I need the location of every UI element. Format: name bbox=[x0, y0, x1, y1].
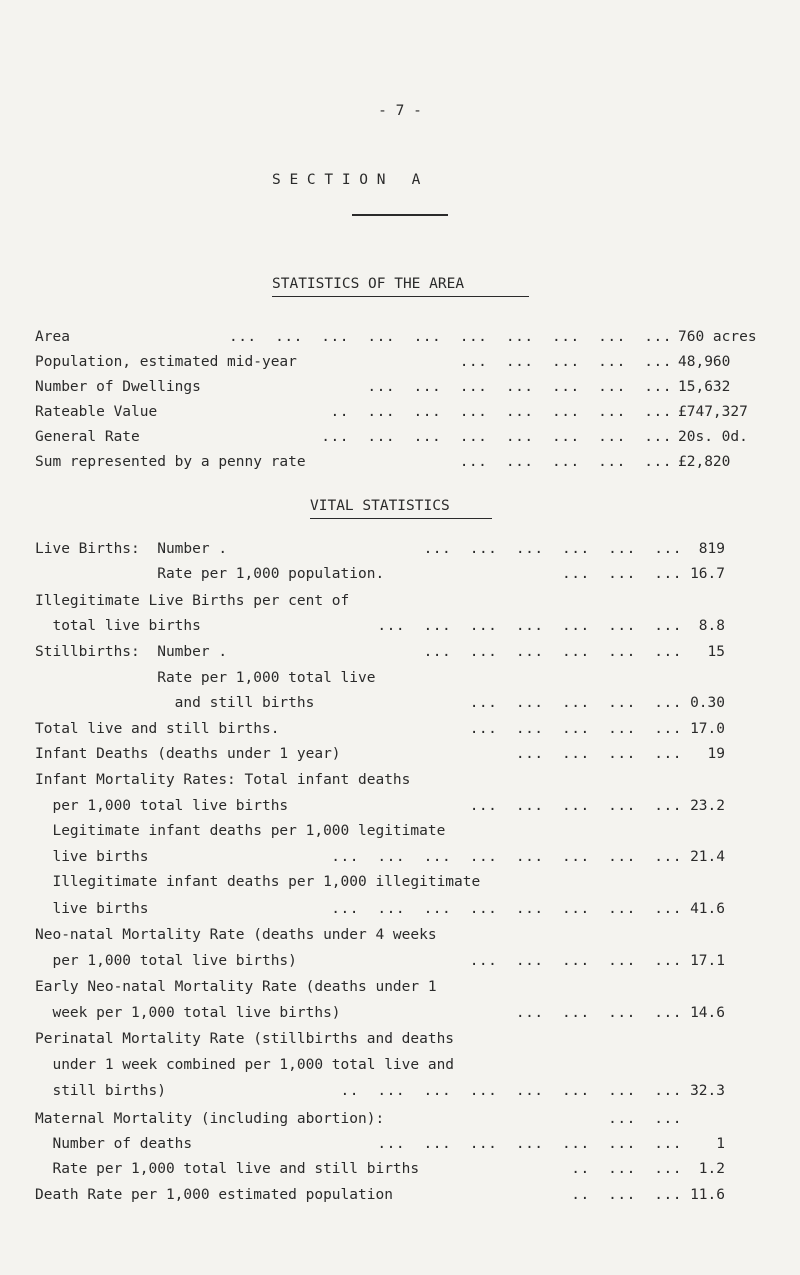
stat-value: 15 bbox=[707, 644, 725, 660]
leader-dots: ... ... ... ... ... ... ... ... bbox=[331, 901, 682, 917]
stat-value: 8.8 bbox=[698, 618, 725, 634]
stat-label: Neo-natal Mortality Rate (deaths under 4 weeks bbox=[35, 927, 437, 943]
stat-label: Early Neo-natal Mortality Rate (deaths under 1 bbox=[35, 979, 437, 995]
stat-label: live births bbox=[35, 901, 149, 917]
leader-dots: ... ... ... ... ... bbox=[469, 798, 682, 814]
leader-dots: ... ... ... ... ... ... bbox=[423, 644, 682, 660]
stat-label: Total live and still births. bbox=[35, 721, 280, 737]
stat-label: and still births bbox=[35, 695, 315, 711]
leader-dots: ... ... ... ... bbox=[515, 1005, 682, 1021]
page-number: - 7 - bbox=[378, 103, 422, 119]
stat-value: 0.30 bbox=[690, 695, 725, 711]
stat-label: Rate per 1,000 population. bbox=[35, 566, 385, 582]
stat-value: 32.3 bbox=[690, 1083, 725, 1099]
leader-dots: .. ... ... ... ... ... ... ... bbox=[340, 1083, 682, 1099]
statistics-heading: STATISTICS OF THE AREA bbox=[272, 276, 465, 292]
leader-dots: ... ... ... ... ... ... ... bbox=[377, 618, 682, 634]
vital-heading-underline bbox=[310, 518, 492, 519]
stat-label: Rate per 1,000 total live bbox=[35, 670, 376, 686]
leader-dots: ... ... ... ... ... bbox=[469, 953, 682, 969]
stat-label: Area bbox=[35, 329, 70, 345]
stat-label: Number of Dwellings bbox=[35, 379, 201, 395]
stat-label: Death Rate per 1,000 estimated population bbox=[35, 1187, 393, 1203]
leader-dots: ... ... ... ... ... bbox=[469, 695, 682, 711]
leader-dots: ... ... bbox=[608, 1111, 682, 1127]
stat-value: 11.6 bbox=[690, 1187, 725, 1203]
stat-value: 21.4 bbox=[690, 849, 725, 865]
stat-value: 23.2 bbox=[690, 798, 725, 814]
stat-label: Infant Mortality Rates: Total infant deaths bbox=[35, 772, 411, 788]
leader-dots: .. ... ... ... ... ... ... ... bbox=[330, 404, 672, 420]
stat-value: 15,632 bbox=[678, 379, 731, 395]
stat-value: 1 bbox=[716, 1136, 725, 1152]
stat-label: Stillbirths: Number . bbox=[35, 644, 228, 660]
leader-dots: ... ... ... ... ... bbox=[459, 354, 672, 370]
leader-dots: ... ... ... ... ... ... ... ... bbox=[331, 849, 682, 865]
stat-label: Rate per 1,000 total live and still births bbox=[35, 1161, 420, 1177]
stat-label: Rateable Value bbox=[35, 404, 158, 420]
stat-label: week per 1,000 total live births) bbox=[35, 1005, 341, 1021]
stat-label: Illegitimate Live Births per cent of bbox=[35, 593, 350, 609]
stat-label: Maternal Mortality (including abortion): bbox=[35, 1111, 385, 1127]
section-rule bbox=[352, 214, 448, 216]
stat-value: 819 bbox=[698, 541, 725, 557]
stat-label: Legitimate infant deaths per 1,000 legitimate bbox=[35, 823, 446, 839]
stat-value: 19 bbox=[707, 746, 725, 762]
stat-label: Live Births: Number . bbox=[35, 541, 228, 557]
stat-label: Infant Deaths (deaths under 1 year) bbox=[35, 746, 341, 762]
stat-label: under 1 week combined per 1,000 total live and bbox=[35, 1057, 455, 1073]
leader-dots: ... ... ... ... ... ... ... bbox=[367, 379, 672, 395]
stat-value: 20s. 0d. bbox=[678, 429, 748, 445]
stat-label: Perinatal Mortality Rate (stillbirths and deaths bbox=[35, 1031, 455, 1047]
stat-label: live births bbox=[35, 849, 149, 865]
stat-label: Population, estimated mid-year bbox=[35, 354, 297, 370]
stat-value: 17.1 bbox=[690, 953, 725, 969]
leader-dots: ... ... ... ... ... ... bbox=[423, 541, 682, 557]
stat-label: total live births bbox=[35, 618, 201, 634]
stat-value: £2,820 bbox=[678, 454, 731, 470]
stat-label: still births) bbox=[35, 1083, 166, 1099]
stat-label: per 1,000 total live births bbox=[35, 798, 289, 814]
leader-dots: ... ... ... ... ... ... ... ... ... ... bbox=[228, 329, 672, 345]
leader-dots: ... ... ... ... ... ... ... bbox=[377, 1136, 682, 1152]
stat-value: 14.6 bbox=[690, 1005, 725, 1021]
leader-dots: .. ... ... bbox=[571, 1161, 682, 1177]
leader-dots: .. ... ... bbox=[571, 1187, 682, 1203]
stat-label: Number of deaths bbox=[35, 1136, 193, 1152]
statistics-heading-underline bbox=[272, 296, 529, 297]
stat-value: £747,327 bbox=[678, 404, 748, 420]
stat-value: 17.0 bbox=[690, 721, 725, 737]
stat-label: General Rate bbox=[35, 429, 140, 445]
stat-value: 760 acres bbox=[678, 329, 757, 345]
stat-label: Sum represented by a penny rate bbox=[35, 454, 306, 470]
stat-label: per 1,000 total live births) bbox=[35, 953, 297, 969]
stat-label: Illegitimate infant deaths per 1,000 illegitimate bbox=[35, 874, 481, 890]
leader-dots: ... ... ... ... ... bbox=[459, 454, 672, 470]
vital-heading: VITAL STATISTICS bbox=[310, 498, 450, 514]
leader-dots: ... ... ... ... ... ... ... ... bbox=[321, 429, 672, 445]
leader-dots: ... ... ... ... bbox=[515, 746, 682, 762]
stat-value: 48,960 bbox=[678, 354, 731, 370]
leader-dots: ... ... ... ... ... bbox=[469, 721, 682, 737]
stat-value: 41.6 bbox=[690, 901, 725, 917]
section-title: S E C T I O N A bbox=[272, 172, 421, 188]
stat-value: 16.7 bbox=[690, 566, 725, 582]
leader-dots: ... ... ... bbox=[562, 566, 682, 582]
stat-value: 1.2 bbox=[698, 1161, 725, 1177]
